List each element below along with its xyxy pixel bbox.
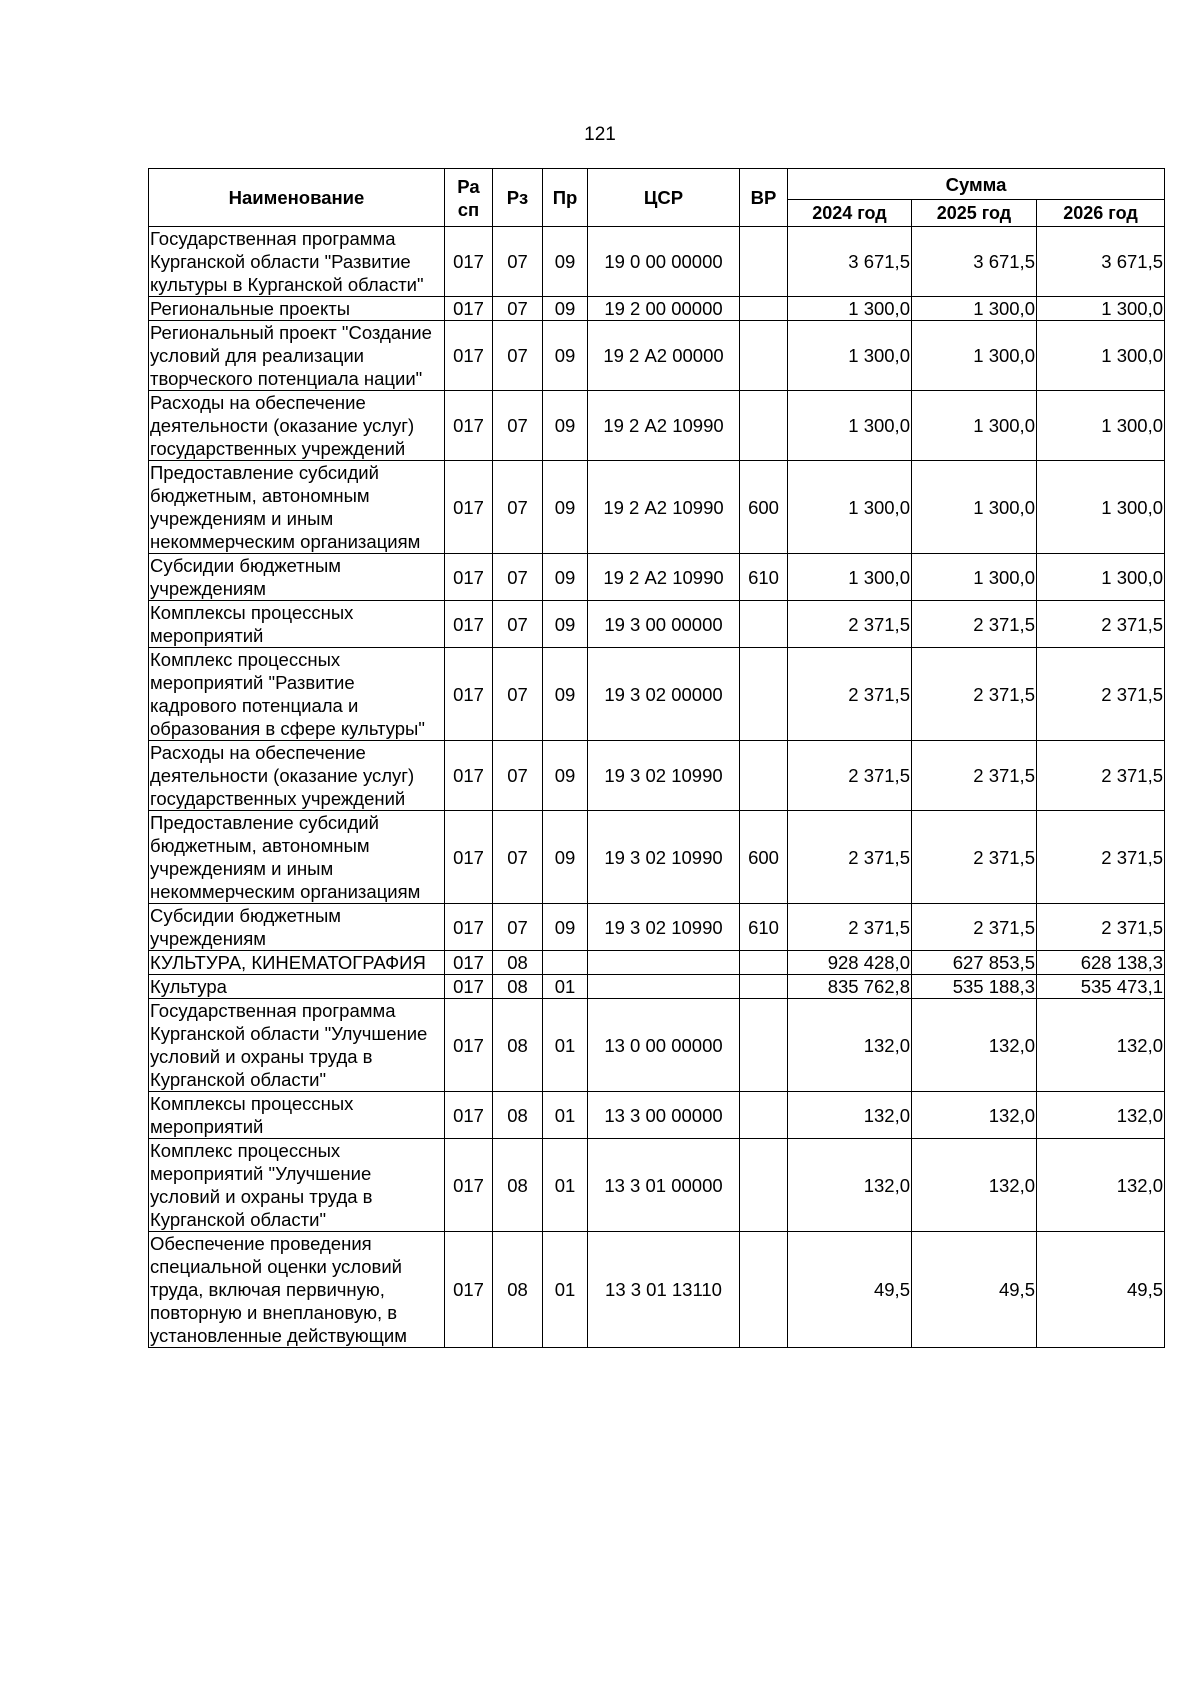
cell-rz: 07 (493, 227, 543, 297)
cell-pr: 09 (543, 321, 588, 391)
cell-rasp: 017 (445, 601, 493, 648)
cell-2026: 628 138,3 (1037, 951, 1165, 975)
cell-pr: 01 (543, 1092, 588, 1139)
cell-2026: 2 371,5 (1037, 811, 1165, 904)
header-2025: 2025 год (912, 200, 1037, 227)
cell-2026: 132,0 (1037, 999, 1165, 1092)
table-row (149, 601, 1165, 648)
cell-pr: 01 (543, 999, 588, 1092)
cell-csr: 19 2 А2 10990 (588, 554, 740, 601)
cell-rasp: 017 (445, 1139, 493, 1232)
cell-csr: 13 0 00 00000 (588, 999, 740, 1092)
cell-rasp: 017 (445, 297, 493, 321)
cell-2024: 132,0 (788, 999, 912, 1092)
cell-rz: 08 (493, 1139, 543, 1232)
table-row (149, 999, 1165, 1092)
cell-2024: 3 671,5 (788, 227, 912, 297)
cell-2025: 1 300,0 (912, 461, 1037, 554)
cell-name: Субсидии бюджетным учреждениям (149, 554, 445, 601)
cell-2025: 3 671,5 (912, 227, 1037, 297)
cell-2026: 535 473,1 (1037, 975, 1165, 999)
header-csr: ЦСР (588, 169, 740, 227)
cell-2024: 2 371,5 (788, 601, 912, 648)
page-number: 121 (584, 124, 616, 145)
cell-2025: 627 853,5 (912, 951, 1037, 975)
cell-2026: 1 300,0 (1037, 297, 1165, 321)
cell-pr (543, 951, 588, 975)
cell-vr: 600 (740, 461, 788, 554)
cell-csr (588, 975, 740, 999)
cell-pr: 01 (543, 975, 588, 999)
cell-name: Предоставление субсидий бюджетным, автономным учреждениям и иным некоммерческим организациям (149, 461, 445, 554)
cell-2026: 2 371,5 (1037, 904, 1165, 951)
table-row (149, 1092, 1165, 1139)
cell-vr (740, 227, 788, 297)
cell-pr: 09 (543, 741, 588, 811)
header-rasp: Ра сп (445, 169, 493, 227)
header-rz: Рз (493, 169, 543, 227)
cell-2024: 49,5 (788, 1232, 912, 1348)
cell-csr: 19 3 02 10990 (588, 811, 740, 904)
cell-rasp: 017 (445, 227, 493, 297)
table-row (149, 951, 1165, 975)
cell-vr (740, 321, 788, 391)
cell-rasp: 017 (445, 999, 493, 1092)
cell-vr (740, 297, 788, 321)
header-vr: ВР (740, 169, 788, 227)
cell-name: Комплексы процессных мероприятий (149, 601, 445, 648)
cell-2026: 2 371,5 (1037, 741, 1165, 811)
cell-rz: 07 (493, 321, 543, 391)
cell-pr: 09 (543, 648, 588, 741)
cell-rz: 08 (493, 1092, 543, 1139)
cell-2026: 1 300,0 (1037, 321, 1165, 391)
table-row (149, 1232, 1165, 1348)
cell-2024: 132,0 (788, 1092, 912, 1139)
cell-2025: 2 371,5 (912, 741, 1037, 811)
cell-name: Комплекс процессных мероприятий "Улучшение условий и охраны труда в Курганской области" (149, 1139, 445, 1232)
budget-table (148, 168, 1165, 1348)
cell-name: Государственная программа Курганской области "Улучшение условий и охраны труда в Курганской области" (149, 999, 445, 1092)
cell-vr (740, 975, 788, 999)
cell-rz: 08 (493, 1232, 543, 1348)
cell-2025: 2 371,5 (912, 811, 1037, 904)
cell-name: Государственная программа Курганской области "Развитие культуры в Курганской области" (149, 227, 445, 297)
table-row (149, 741, 1165, 811)
table-row (149, 321, 1165, 391)
cell-2026: 3 671,5 (1037, 227, 1165, 297)
cell-name: Культура (149, 975, 445, 999)
cell-vr (740, 1232, 788, 1348)
cell-rasp: 017 (445, 461, 493, 554)
cell-pr: 09 (543, 391, 588, 461)
header-name: Наименование (149, 169, 445, 227)
table-row (149, 975, 1165, 999)
cell-vr (740, 951, 788, 975)
cell-rasp: 017 (445, 1232, 493, 1348)
cell-rasp: 017 (445, 741, 493, 811)
cell-csr: 13 3 00 00000 (588, 1092, 740, 1139)
cell-rz: 08 (493, 999, 543, 1092)
cell-name: Региональные проекты (149, 297, 445, 321)
cell-name: Расходы на обеспечение деятельности (оказание услуг) государственных учреждений (149, 741, 445, 811)
cell-name: Расходы на обеспечение деятельности (оказание услуг) государственных учреждений (149, 391, 445, 461)
cell-2025: 1 300,0 (912, 297, 1037, 321)
cell-pr: 09 (543, 297, 588, 321)
cell-2026: 49,5 (1037, 1232, 1165, 1348)
cell-rz: 07 (493, 297, 543, 321)
cell-2024: 928 428,0 (788, 951, 912, 975)
cell-2026: 1 300,0 (1037, 554, 1165, 601)
cell-csr: 13 3 01 13110 (588, 1232, 740, 1348)
cell-name: Комплекс процессных мероприятий "Развитие кадрового потенциала и образования в сфере культуры" (149, 648, 445, 741)
cell-2026: 1 300,0 (1037, 391, 1165, 461)
table-row (149, 297, 1165, 321)
cell-name: Субсидии бюджетным учреждениям (149, 904, 445, 951)
cell-csr: 19 3 02 10990 (588, 904, 740, 951)
cell-name: Предоставление субсидий бюджетным, автономным учреждениям и иным некоммерческим организациям (149, 811, 445, 904)
cell-csr: 19 3 02 00000 (588, 648, 740, 741)
cell-2025: 132,0 (912, 1092, 1037, 1139)
table-row (149, 811, 1165, 904)
cell-rasp: 017 (445, 554, 493, 601)
cell-2024: 1 300,0 (788, 321, 912, 391)
cell-vr (740, 741, 788, 811)
cell-rasp: 017 (445, 391, 493, 461)
cell-2024: 1 300,0 (788, 297, 912, 321)
cell-rz: 07 (493, 741, 543, 811)
cell-vr (740, 391, 788, 461)
cell-2024: 2 371,5 (788, 811, 912, 904)
cell-name: Комплексы процессных мероприятий (149, 1092, 445, 1139)
cell-csr (588, 951, 740, 975)
cell-vr (740, 1139, 788, 1232)
cell-vr: 610 (740, 554, 788, 601)
cell-rz: 07 (493, 391, 543, 461)
cell-name: Обеспечение проведения специальной оценки условий труда, включая первичную, повторную и внеплановую, в установленные действующим (149, 1232, 445, 1348)
cell-2026: 1 300,0 (1037, 461, 1165, 554)
cell-rz: 07 (493, 811, 543, 904)
cell-csr: 19 3 02 10990 (588, 741, 740, 811)
cell-csr: 13 3 01 00000 (588, 1139, 740, 1232)
table-row (149, 461, 1165, 554)
cell-2026: 132,0 (1037, 1139, 1165, 1232)
table-row (149, 1139, 1165, 1232)
cell-rasp: 017 (445, 321, 493, 391)
cell-pr: 09 (543, 461, 588, 554)
header-pr: Пр (543, 169, 588, 227)
cell-2026: 132,0 (1037, 1092, 1165, 1139)
cell-csr: 19 3 00 00000 (588, 601, 740, 648)
cell-pr: 09 (543, 554, 588, 601)
cell-vr (740, 1092, 788, 1139)
cell-2024: 2 371,5 (788, 648, 912, 741)
table-row (149, 227, 1165, 297)
cell-2025: 132,0 (912, 1139, 1037, 1232)
cell-pr: 01 (543, 1139, 588, 1232)
cell-csr: 19 2 00 00000 (588, 297, 740, 321)
header-2024: 2024 год (788, 200, 912, 227)
cell-2025: 2 371,5 (912, 601, 1037, 648)
header-2026: 2026 год (1037, 200, 1165, 227)
cell-pr: 01 (543, 1232, 588, 1348)
cell-rz: 07 (493, 554, 543, 601)
cell-2024: 2 371,5 (788, 741, 912, 811)
table-body (149, 227, 1165, 1348)
cell-vr: 600 (740, 811, 788, 904)
cell-2025: 2 371,5 (912, 904, 1037, 951)
cell-pr: 09 (543, 811, 588, 904)
cell-rz: 07 (493, 461, 543, 554)
cell-csr: 19 2 А2 00000 (588, 321, 740, 391)
cell-2024: 1 300,0 (788, 391, 912, 461)
cell-rasp: 017 (445, 975, 493, 999)
cell-vr (740, 601, 788, 648)
cell-2026: 2 371,5 (1037, 601, 1165, 648)
cell-pr: 09 (543, 227, 588, 297)
cell-name: КУЛЬТУРА, КИНЕМАТОГРАФИЯ (149, 951, 445, 975)
cell-2025: 2 371,5 (912, 648, 1037, 741)
cell-rz: 08 (493, 975, 543, 999)
cell-rz: 07 (493, 904, 543, 951)
cell-vr (740, 648, 788, 741)
cell-2026: 2 371,5 (1037, 648, 1165, 741)
table-row (149, 554, 1165, 601)
cell-2024: 1 300,0 (788, 554, 912, 601)
cell-rz: 07 (493, 601, 543, 648)
cell-pr: 09 (543, 601, 588, 648)
cell-2025: 1 300,0 (912, 321, 1037, 391)
cell-rasp: 017 (445, 811, 493, 904)
cell-rasp: 017 (445, 904, 493, 951)
cell-pr: 09 (543, 904, 588, 951)
cell-vr (740, 999, 788, 1092)
table-header (149, 169, 1165, 227)
cell-name: Региональный проект "Создание условий для реализации творческого потенциала нации" (149, 321, 445, 391)
cell-rasp: 017 (445, 648, 493, 741)
cell-vr: 610 (740, 904, 788, 951)
cell-2024: 132,0 (788, 1139, 912, 1232)
cell-2024: 1 300,0 (788, 461, 912, 554)
cell-2025: 535 188,3 (912, 975, 1037, 999)
cell-csr: 19 2 А2 10990 (588, 391, 740, 461)
cell-csr: 19 0 00 00000 (588, 227, 740, 297)
cell-rz: 07 (493, 648, 543, 741)
cell-2025: 132,0 (912, 999, 1037, 1092)
cell-2025: 49,5 (912, 1232, 1037, 1348)
table-row (149, 391, 1165, 461)
cell-2025: 1 300,0 (912, 554, 1037, 601)
cell-rasp: 017 (445, 1092, 493, 1139)
table-row (149, 904, 1165, 951)
header-sum: Сумма (788, 169, 1165, 200)
cell-rasp: 017 (445, 951, 493, 975)
cell-2024: 2 371,5 (788, 904, 912, 951)
cell-2025: 1 300,0 (912, 391, 1037, 461)
cell-rz: 08 (493, 951, 543, 975)
cell-2024: 835 762,8 (788, 975, 912, 999)
cell-csr: 19 2 А2 10990 (588, 461, 740, 554)
table-row (149, 648, 1165, 741)
